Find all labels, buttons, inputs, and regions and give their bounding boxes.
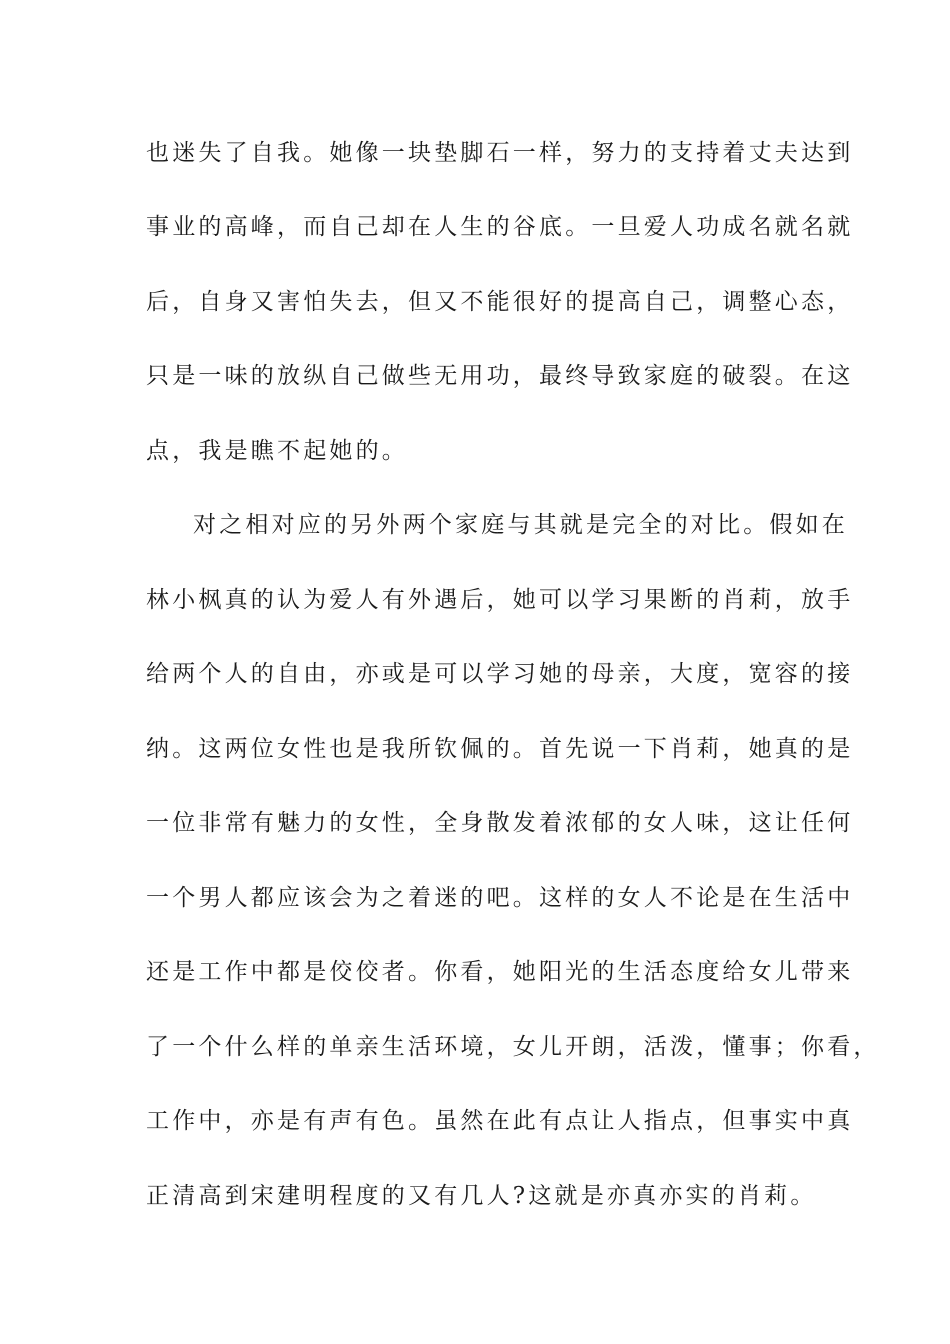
text-line-3: 后，自身又害怕失去，但又不能很好的提高自己，调整心态，	[146, 289, 854, 315]
text-line-5: 点，我是瞧不起她的。	[146, 438, 408, 464]
text-line-2: 事业的高峰，而自己却在人生的谷底。一旦爱人功成名就名就	[146, 214, 854, 240]
text-line-14: 工作中，亦是有声有色。虽然在此有点让人指点，但事实中真	[146, 1108, 854, 1134]
text-line-9: 纳。这两位女性也是我所钦佩的。首先说一下肖莉，她真的是	[146, 736, 854, 762]
text-line-1: 也迷失了自我。她像一块垫脚石一样，努力的支持着丈夫达到	[146, 140, 854, 166]
text-line-11: 一个男人都应该会为之着迷的吧。这样的女人不论是在生活中	[146, 885, 854, 911]
text-line-13: 了一个什么样的单亲生活环境，女儿开朗，活泼，懂事；你看，	[146, 1034, 880, 1060]
text-line-4: 只是一味的放纵自己做些无用功，最终导致家庭的破裂。在这	[146, 363, 854, 389]
text-line-12: 还是工作中都是佼佼者。你看，她阳光的生活态度给女儿带来	[146, 959, 854, 985]
text-line-8: 给两个人的自由，亦或是可以学习她的母亲，大度，宽容的接	[146, 661, 854, 687]
text-line-7: 林小枫真的认为爱人有外遇后，她可以学习果断的肖莉，放手	[146, 587, 854, 613]
text-line-10: 一位非常有魅力的女性，全身散发着浓郁的女人味，这让任何	[146, 810, 854, 836]
text-line-15: 正清高到宋建明程度的又有几人?这就是亦真亦实的肖莉。	[146, 1183, 817, 1209]
text-line-6: 对之相对应的另外两个家庭与其就是完全的对比。假如在	[193, 512, 848, 538]
